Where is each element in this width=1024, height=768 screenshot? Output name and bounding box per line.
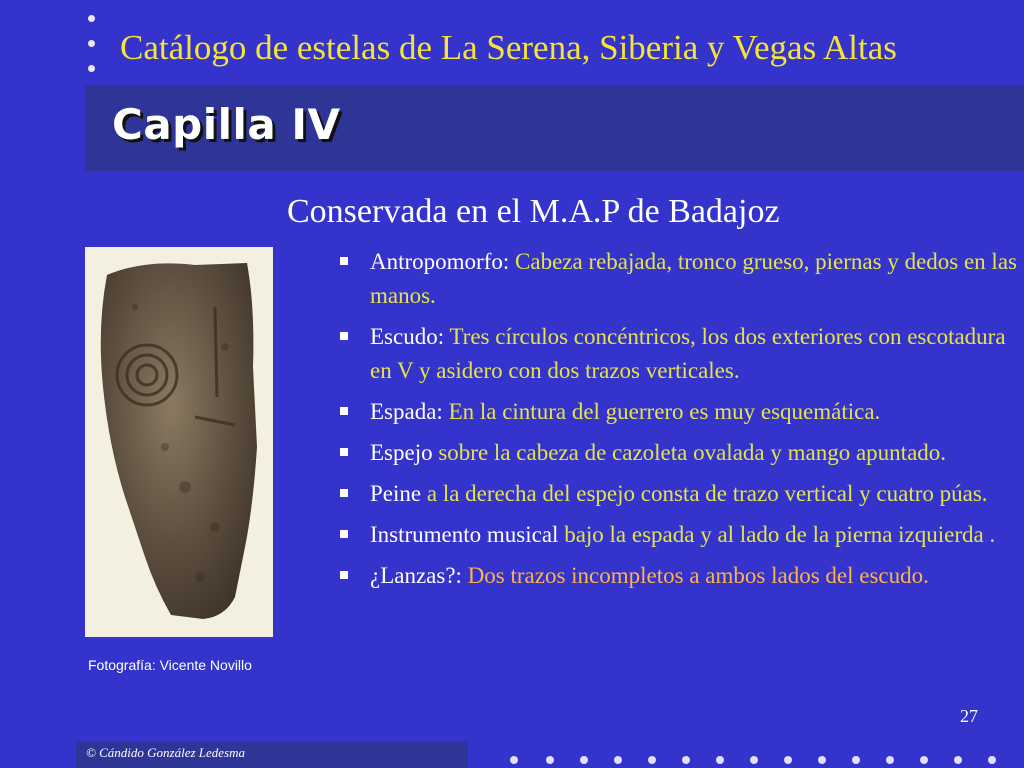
list-item [338, 477, 1018, 511]
square-bullet-icon [340, 332, 348, 340]
dot [954, 756, 962, 764]
bullet-term: Espejo [370, 440, 439, 465]
dot [682, 756, 690, 764]
dot [886, 756, 894, 764]
list-item [338, 245, 1018, 313]
dot [648, 756, 656, 764]
feature-list [338, 245, 1018, 600]
bullet-term: Instrumento musical [370, 522, 565, 547]
square-bullet-icon [340, 571, 348, 579]
list-item [338, 395, 1018, 429]
dot [88, 40, 95, 47]
slide-heading: Capilla IV [112, 100, 341, 149]
square-bullet-icon [340, 257, 348, 265]
subheading: Conservada en el M.A.P de Badajoz [287, 193, 780, 230]
bullet-desc: En la cintura del guerrero es muy esquemática. [448, 399, 881, 424]
page-number: 27 [960, 706, 978, 726]
square-bullet-icon [340, 407, 348, 415]
dot [614, 756, 622, 764]
dot [852, 756, 860, 764]
bullet-desc: Cabeza rebajada, tronco grueso, piernas y dedos en las manos. [370, 249, 1017, 308]
dot [580, 756, 588, 764]
list-item [338, 518, 1018, 552]
list-item [338, 436, 1018, 470]
bullet-term: Peine [370, 481, 427, 506]
bullet-term: Antropomorfo: [370, 249, 516, 274]
dot [920, 756, 928, 764]
stele-image [85, 247, 273, 637]
list-item [338, 559, 1018, 593]
dot [818, 756, 826, 764]
dot [510, 756, 518, 764]
bullet-term: Espada: [370, 399, 449, 424]
dot [750, 756, 758, 764]
dot [988, 756, 996, 764]
dot [716, 756, 724, 764]
bullet-desc: sobre la cabeza de cazoleta ovalada y mango apuntado. [438, 440, 947, 465]
dot [88, 65, 95, 72]
square-bullet-icon [340, 448, 348, 456]
bullet-term: Escudo: [370, 324, 450, 349]
dot [784, 756, 792, 764]
square-bullet-icon [340, 530, 348, 538]
photo-caption: Fotografía: Vicente Novillo [88, 657, 252, 673]
list-item [338, 320, 1018, 388]
stele-photo [85, 247, 273, 637]
bullet-desc: bajo la espada y al lado de la pierna izquierda . [564, 522, 996, 547]
dot [546, 756, 554, 764]
copyright-footer: © Cándido González Ledesma [86, 745, 246, 760]
bullet-desc: a la derecha del espejo consta de trazo vertical y cuatro púas. [426, 481, 988, 506]
bullet-desc: Tres círculos concéntricos, los dos exteriores con escotadura en V y asidero con dos trazos verticales. [370, 324, 1006, 383]
bullet-desc: Dos trazos incompletos a ambos lados del escudo. [467, 563, 929, 588]
square-bullet-icon [340, 489, 348, 497]
dot [88, 15, 95, 22]
bullet-term: ¿Lanzas?: [370, 563, 468, 588]
slide-title: Catálogo de estelas de La Serena, Siberia y Vegas Altas [120, 28, 897, 67]
